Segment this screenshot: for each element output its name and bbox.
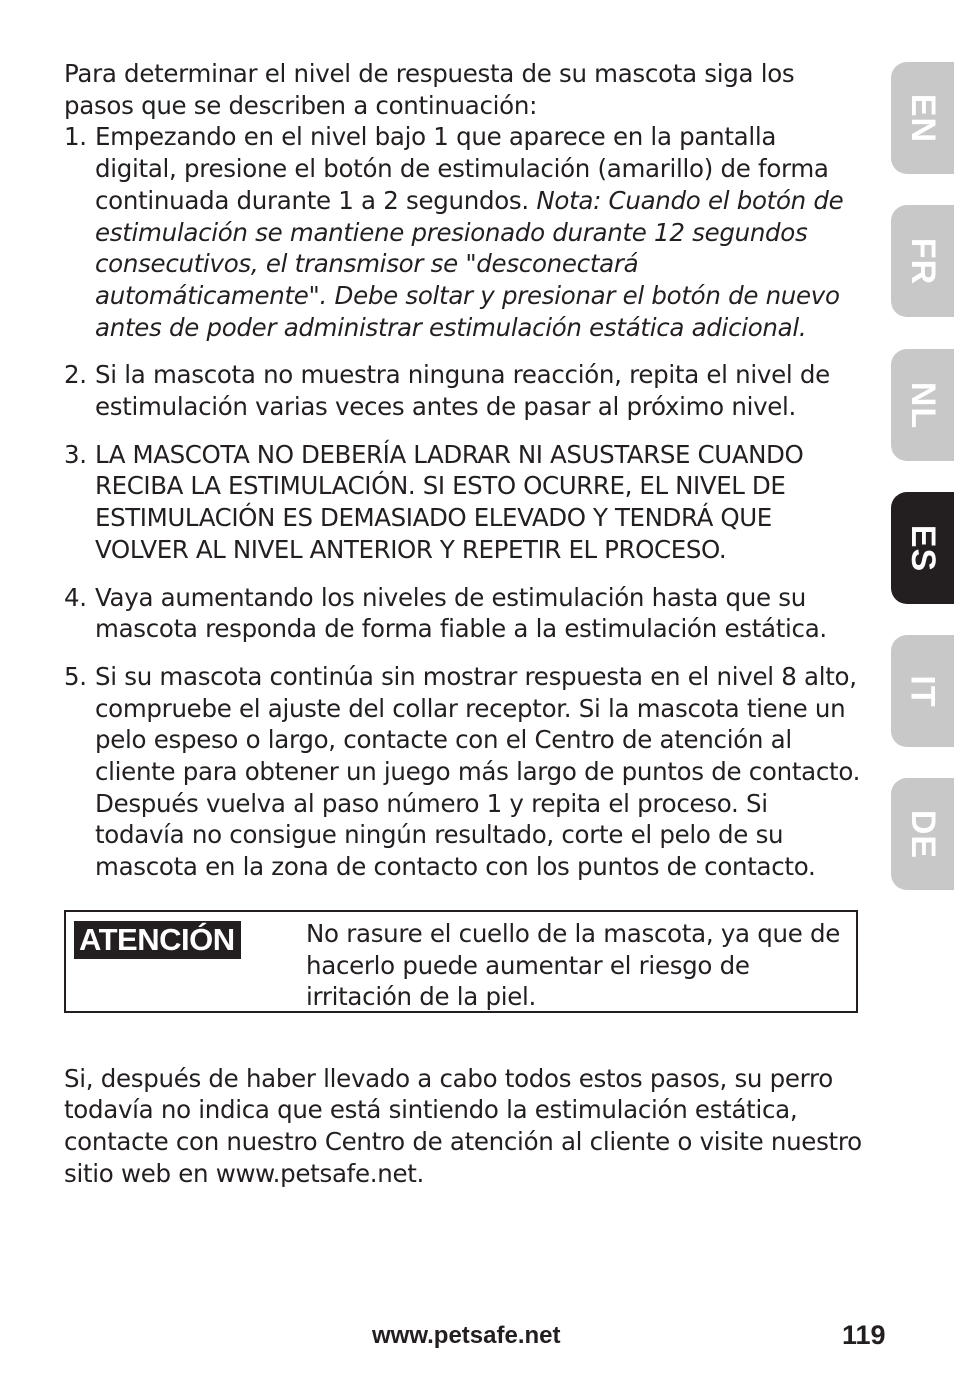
- list-item: [64, 582, 864, 645]
- tab-label: ES: [903, 524, 942, 572]
- tab-es[interactable]: [891, 492, 954, 604]
- list-item: [64, 439, 864, 566]
- tab-label: EN: [903, 93, 942, 143]
- tab-label: IT: [904, 674, 942, 708]
- steps-list: [64, 121, 864, 882]
- main-content: [64, 58, 864, 899]
- tab-fr[interactable]: [891, 205, 954, 317]
- tab-it[interactable]: [891, 635, 954, 747]
- closing-paragraph: Si, después de haber llevado a cabo todos estos pasos, su perro todavía no indica que está sintiendo la estimulación estática, contacte con nuestro Centro de atención al cliente o visite nuestro sitio web en www.petsafe.net.: [64, 1063, 862, 1188]
- list-item: [64, 121, 864, 343]
- warning-text: No rasure el cuello de la mascota, ya que de hacerlo puede aumentar el riesgo de irritación de la piel.: [306, 919, 840, 1012]
- tab-label: DE: [903, 809, 942, 859]
- step-note: Nota: Cuando el botón de estimulación se mantiene presionado durante 12 segundos consecutivos, el transmisor se "desconectará automáticamente". Debe soltar y presionar el botón de nuevo antes de poder administrar estimulación estática adicional.: [95, 185, 844, 342]
- step-text: Empezando en el nivel bajo 1 que aparece en la pantalla digital, presione el botón de estimulación (amarillo) de forma continuada durante 1 a 2 segundos.: [95, 122, 829, 215]
- footer-url: www.petsafe.net: [372, 1322, 561, 1349]
- step-text: Si su mascota continúa sin mostrar respuesta en el nivel 8 alto, compruebe el ajuste del collar receptor. Si la mascota tiene un pelo espeso o largo, contacte con el Centro de atención al cliente para obtener un juego más largo de puntos de contacto. Después vuelva al paso número 1 y repita el proceso. Si todavía no consigue ningún resultado, corte el pelo de su mascota en la zona de contacto con los puntos de contacto.: [95, 661, 861, 882]
- step-number: 3.: [64, 439, 87, 469]
- step-text: Vaya aumentando los niveles de estimulación hasta que su mascota responda de forma fiable a la estimulación estática.: [95, 582, 827, 644]
- warning-box: [64, 910, 858, 1013]
- step-number: 5.: [64, 661, 87, 691]
- tab-en[interactable]: [891, 62, 954, 174]
- list-item: [64, 359, 864, 422]
- tab-nl[interactable]: [891, 349, 954, 461]
- step-number: 1.: [64, 122, 87, 152]
- step-number: 4.: [64, 582, 87, 612]
- tab-de[interactable]: [891, 778, 954, 890]
- step-text: LA MASCOTA NO DEBERÍA LADRAR NI ASUSTARSE CUANDO RECIBA LA ESTIMULACIÓN. SI ESTO OCURRE, EL NIVEL DE ESTIMULACIÓN ES DEMASIADO ELEVADO Y TENDRÁ QUE VOLVER AL NIVEL ANTERIOR Y REPETIR EL PROCESO.: [95, 439, 804, 564]
- page-number: 119: [842, 1320, 886, 1350]
- tab-label: NL: [903, 381, 942, 429]
- step-text: Si la mascota no muestra ninguna reacción, repita el nivel de estimulación varias veces antes de pasar al próximo nivel.: [95, 360, 830, 422]
- list-item: [64, 661, 864, 883]
- tab-label: FR: [903, 237, 942, 285]
- step-number: 2.: [64, 360, 87, 390]
- warning-label: ATENCIÓN: [74, 921, 241, 959]
- intro-paragraph: Para determinar el nivel de respuesta de su mascota siga los pasos que se describen a continuación:: [64, 59, 795, 120]
